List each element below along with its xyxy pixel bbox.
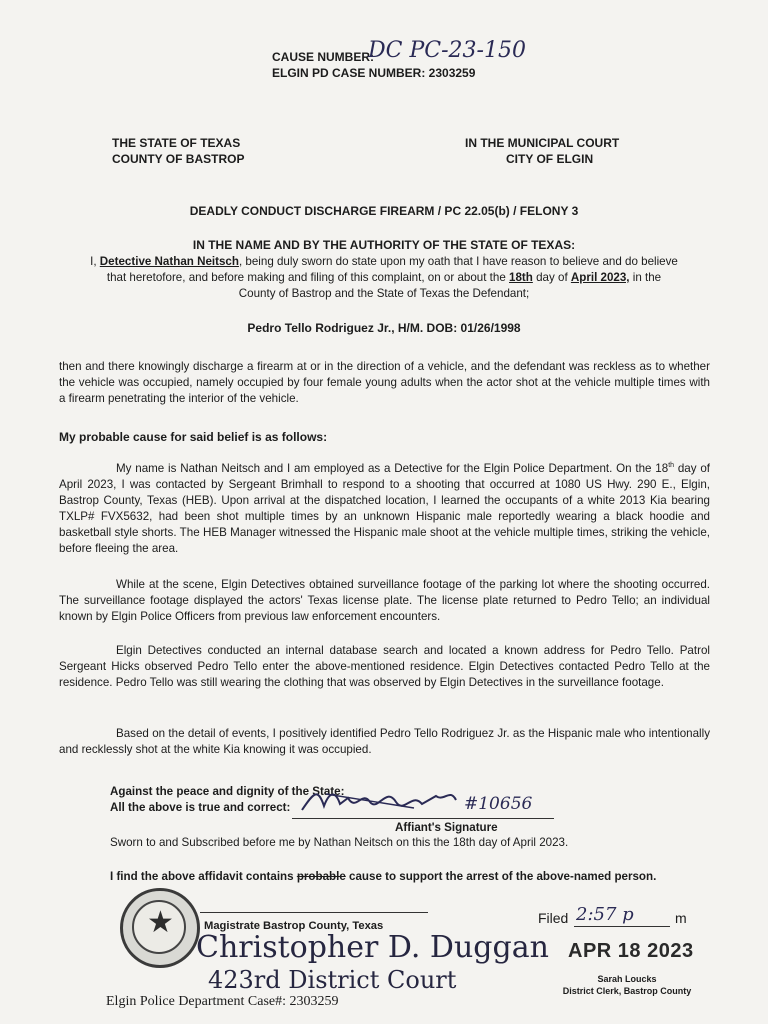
affiant-name: Detective Nathan Neitsch <box>99 255 239 268</box>
oath-line-2: that heretofore, and before making and filing of this complaint, on or about the 18th day of April 2023, in the <box>106 271 662 284</box>
city-of-elgin: CITY OF ELGIN <box>506 152 594 166</box>
peace-dignity-line: Against the peace and dignity of the State: <box>110 785 345 798</box>
authority-heading: IN THE NAME AND BY THE AUTHORITY OF THE STATE OF TEXAS: <box>192 238 576 252</box>
clerk-title: District Clerk, Bastrop County <box>562 986 692 996</box>
paragraph-3: Elgin Detectives conducted an internal database search and located a known address for Pedro Tello. Patrol Sergeant Hicks observed Pedro Tello enter the above-mentioned residence. Elgin Detectives contacted Pedro Tello at the residence. Pedro Tello was still wearing the clothing that was observed by Elgin Detectives in the surveillance footage. <box>59 644 710 689</box>
cause-number-label: CAUSE NUMBER: <box>272 50 374 64</box>
magistrate-signature-name: Christopher D. Duggan <box>196 930 549 965</box>
court-seal <box>120 888 200 968</box>
county-of-bastrop: COUNTY OF BASTROP <box>112 152 245 166</box>
paragraph-1: My name is Nathan Neitsch and I am employed as a Detective for the Elgin Police Department. On the 18th day of April 2023, I was contacted by Sergeant Brimhall to respond to a shooting that occurred at 1080 US Hwy. 290 E., Elgin, Bastrop County, Texas (HEB). Upon arrival at the dispatched location, I learned the occupants of a white 2013 Kia bearing TXLP# FVX5632, had been shot multiple times by an unknown Hispanic male reportedly wearing a black hoodie and basketball style shorts. The HEB Manager witnessed the Hispanic male shoot at the vehicle multiple times, striking the vehicle, before fleeing the area. <box>59 461 710 555</box>
magistrate-signature-line <box>200 912 428 913</box>
filed-time: 2:57 p <box>576 904 634 925</box>
badge-number: #10656 <box>464 794 533 814</box>
magistrate-finding: I find the above affidavit contains probable cause to support the arrest of the above-named person. <box>110 870 657 883</box>
cause-number-handwritten: DC PC-23-150 <box>368 38 526 63</box>
filed-suffix: m <box>675 910 687 926</box>
clerk-name: Sarah Loucks <box>597 974 657 984</box>
magistrate-label: Magistrate Bastrop County, Texas <box>204 920 384 932</box>
filed-date-stamp: APR 18 2023 <box>568 940 694 962</box>
struck-word: probable <box>296 870 346 883</box>
probable-cause-heading: My probable cause for said belief is as follows: <box>59 430 328 444</box>
magistrate-signature-title: 423rd District Court <box>208 966 457 994</box>
footer-case-number: Elgin Police Department Case#: 2303259 <box>106 994 339 1009</box>
affiant-signature <box>296 782 464 818</box>
charge-title: DEADLY CONDUCT DISCHARGE FIREARM / PC 22.05(b) / FELONY 3 <box>189 204 579 218</box>
star-icon: ★ <box>147 906 174 939</box>
defendant-line: Pedro Tello Rodriguez Jr., H/M. DOB: 01/26/1998 <box>247 321 521 335</box>
oath-line-3: County of Bastrop and the State of Texas the Defendant; <box>238 287 530 300</box>
pd-case-number: ELGIN PD CASE NUMBER: 2303259 <box>272 66 476 80</box>
filed-label: Filed <box>538 910 569 926</box>
sworn-statement: Sworn to and Subscribed before me by Nathan Neitsch on this the 18th day of April 2023. <box>110 836 569 849</box>
true-correct-line: All the above is true and correct: <box>110 801 291 814</box>
oath-line-1: I, Detective Nathan Neitsch, being duly sworn do state upon my oath that I have reason to believe and do believe <box>90 255 678 268</box>
filed-time-line <box>574 926 670 927</box>
offense-description: then and there knowingly discharge a firearm at or in the direction of a vehicle, and the defendant was reckless as to whether the vehicle was occupied, namely occupied by four female young adults when the actor shot at the vehicle multiple times with a firearm penetrating the interior of the vehicle. <box>59 360 710 405</box>
offense-month-year: April 2023, <box>570 271 630 284</box>
paragraph-2: While at the scene, Elgin Detectives obtained surveillance footage of the parking lot where the shooting occurred. The surveillance footage displayed the actors' Texas license plate. The license plate returned to Pedro Tello; an individual known by Elgin Police Officers from previous law enforcement encounters. <box>59 578 710 623</box>
offense-day: 18th <box>509 271 533 284</box>
state-of-texas: THE STATE OF TEXAS <box>112 136 241 150</box>
paragraph-4: Based on the detail of events, I positively identified Pedro Tello Rodriguez Jr. as the Hispanic male who intentionally and recklessly shot at the white Kia knowing it was occupied. <box>59 727 710 756</box>
affiant-signature-line <box>292 818 554 819</box>
municipal-court: IN THE MUNICIPAL COURT <box>465 136 620 150</box>
affiant-signature-label: Affiant's Signature <box>395 821 498 834</box>
